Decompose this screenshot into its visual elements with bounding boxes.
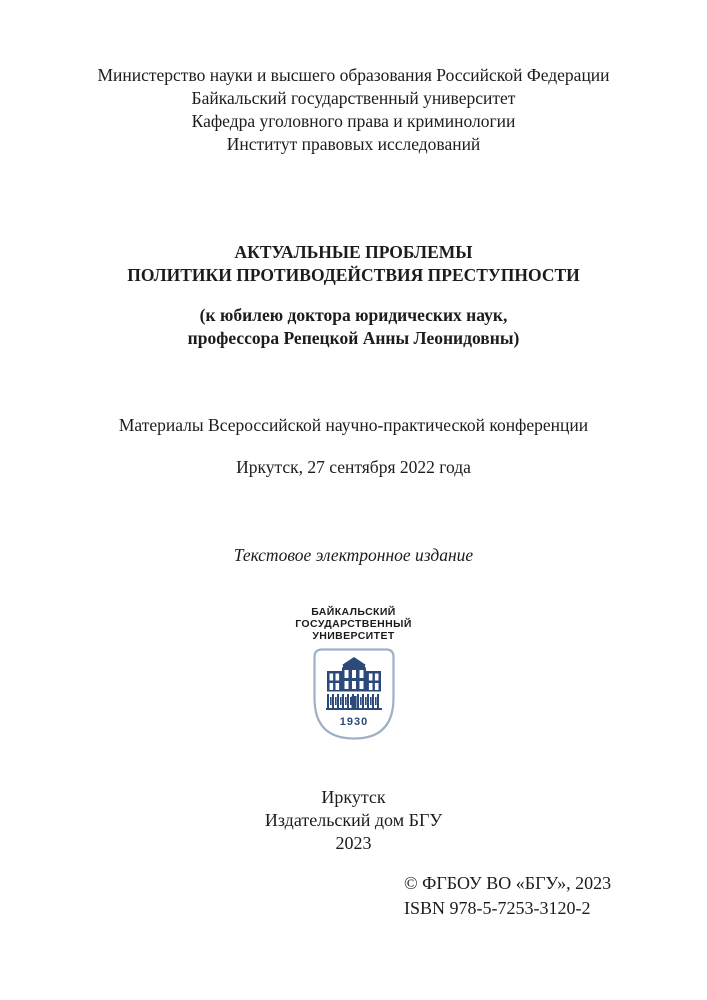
imprint-city: Иркутск [321,787,386,807]
title-line-1: АКТУАЛЬНЫЕ ПРОБЛЕМЫ [234,242,473,262]
subtitle-line-1: (к юбилею доктора юридических наук, [199,305,508,325]
copyright-block [404,871,611,921]
university-shield-icon [313,648,395,740]
university-logo-text [0,606,707,642]
institution-header [0,64,707,156]
conference-place-date: Иркутск, 27 сентября 2022 года [236,457,471,477]
book-subtitle [0,304,707,350]
logo-text-line-1: БАЙКАЛЬСКИЙ [311,606,396,618]
university-emblem [0,648,707,745]
edition-type: Текстовое электронное издание [233,545,474,565]
university-line: Байкальский государственный университет [191,88,516,108]
ministry-line: Министерство науки и высшего образования Российской Федерации [97,65,610,85]
logo-text-line-2: ГОСУДАРСТВЕННЫЙ [295,618,412,630]
institute-line: Институт правовых исследований [226,134,481,154]
subtitle-line-2: профессора Репецкой Анны Леонидовны) [187,328,520,348]
copyright-line: © ФГБОУ ВО «БГУ», 2023 [404,873,612,893]
title-line-2: ПОЛИТИКИ ПРОТИВОДЕЙСТВИЯ ПРЕСТУПНОСТИ [127,265,580,285]
logo-text-line-3: УНИВЕРСИТЕТ [312,630,395,642]
conference-description: Материалы Всероссийской научно-практической конференции [118,415,589,435]
isbn-line: ISBN 978-5-7253-3120-2 [404,898,591,918]
book-title [0,241,707,287]
founding-year: 1930 [339,716,368,728]
imprint [0,786,707,855]
department-line: Кафедра уголовного права и криминологии [191,111,516,131]
imprint-publisher: Издательский дом БГУ [264,810,443,830]
imprint-year: 2023 [335,833,372,853]
